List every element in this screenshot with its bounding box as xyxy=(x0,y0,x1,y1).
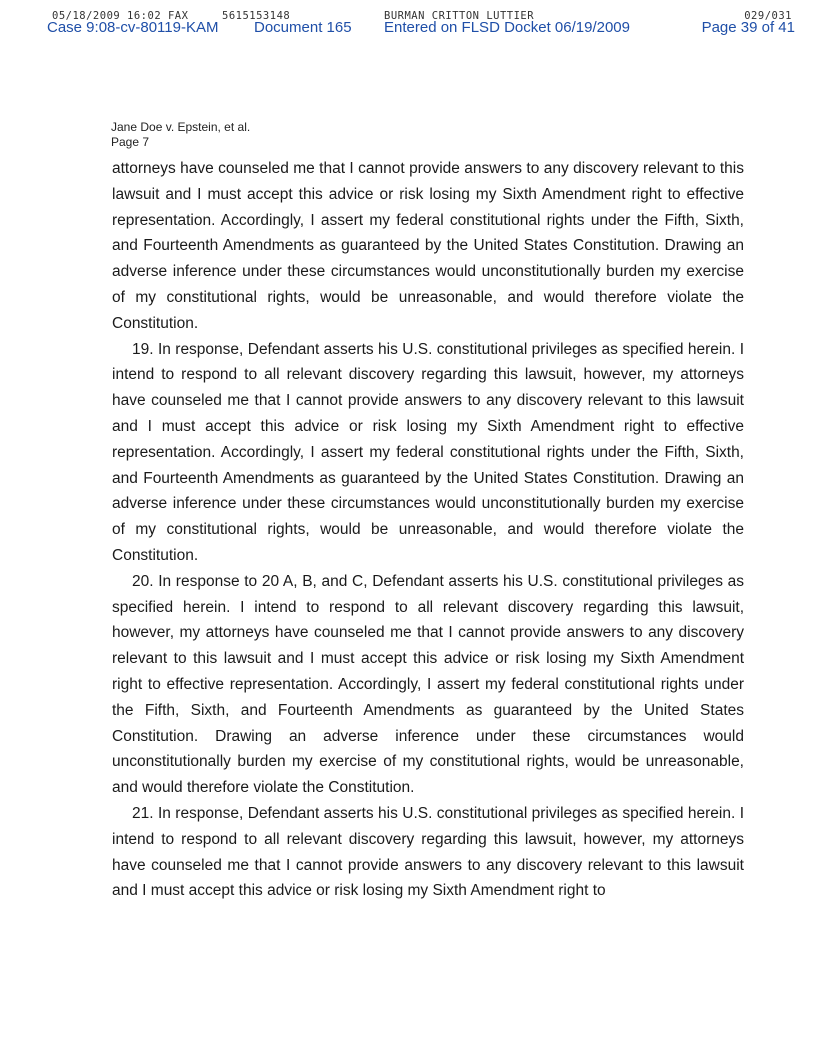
document-body xyxy=(112,156,744,904)
fax-datetime: 05/18/2009 16:02 FAX xyxy=(52,10,189,22)
caption-title: Jane Doe v. Epstein, et al. xyxy=(111,120,251,134)
paragraph-19: 19. In response, Defendant asserts his U.S. constitutional privileges as specified herein. I intend to respond to all relevant discovery regarding this lawsuit, however, my attorneys have counseled me that I cannot provide answers to any discovery relevant to this lawsuit and I must accept this advice or risk losing my Sixth Amendment right to effective representation. Accordingly, I assert my federal constitutional rights under the Fifth, Sixth, and Fourteenth Amendments as guaranteed by the United States Constitution. Drawing an adverse inference under these circumstances would unconstitutionally burden my exercise of my constitutional rights, would be unreasonable, and would therefore violate the Constitution. xyxy=(112,340,744,564)
paragraph-20: 20. In response to 20 A, B, and C, Defendant asserts his U.S. constitutional privileges as specified herein. I intend to respond to all relevant discovery regarding this lawsuit, however, my attorneys have counseled me that I cannot provide answers to any discovery relevant to this lawsuit and I must accept this advice or risk losing my Sixth Amendment right to effective representation. Accordingly, I assert my federal constitutional rights under the Fifth, Sixth, and Fourteenth Amendments as guaranteed by the United States Constitution. Drawing an adverse inference under these circumstances would unconstitutionally burden my exercise of my constitutional rights, would be unreasonable, and would therefore violate the Constitution. xyxy=(112,572,744,797)
ecf-header xyxy=(47,19,795,39)
paragraph-21: 21. In response, Defendant asserts his U.S. constitutional privileges as specified herein. I intend to respond to all relevant discovery regarding this lawsuit, however, my attorneys have counseled me that I cannot provide answers to any discovery relevant to this lawsuit and I must accept this advice or risk losing my Sixth Amendment right to xyxy=(112,804,744,900)
fax-sender: BURMAN CRITTON LUTTIER xyxy=(384,10,535,22)
document-number: Document 165 xyxy=(254,19,352,36)
fax-number: 5615153148 xyxy=(222,10,291,22)
case-caption xyxy=(111,120,250,150)
page-indicator: Page 39 of 41 xyxy=(701,19,795,36)
docket-entry: Entered on FLSD Docket 06/19/2009 xyxy=(384,19,630,36)
caption-page: Page 7 xyxy=(111,135,150,149)
case-number: Case 9:08-cv-80119-KAM xyxy=(47,19,219,36)
fax-page-count: 029/031 xyxy=(744,10,792,22)
paragraph-continued: attorneys have counseled me that I cannot provide answers to any discovery relevant to this lawsuit and I must accept this advice or risk losing my Sixth Amendment right to effective representation. Accordingly, I assert my federal constitutional rights under the Fifth, Sixth, and Fourteenth Amendments as guaranteed by the United States Constitution. Drawing an adverse inference under these circumstances would unconstitutionally burden my exercise of my constitutional rights, would be unreasonable, and would therefore violate the Constitution. xyxy=(112,160,744,332)
